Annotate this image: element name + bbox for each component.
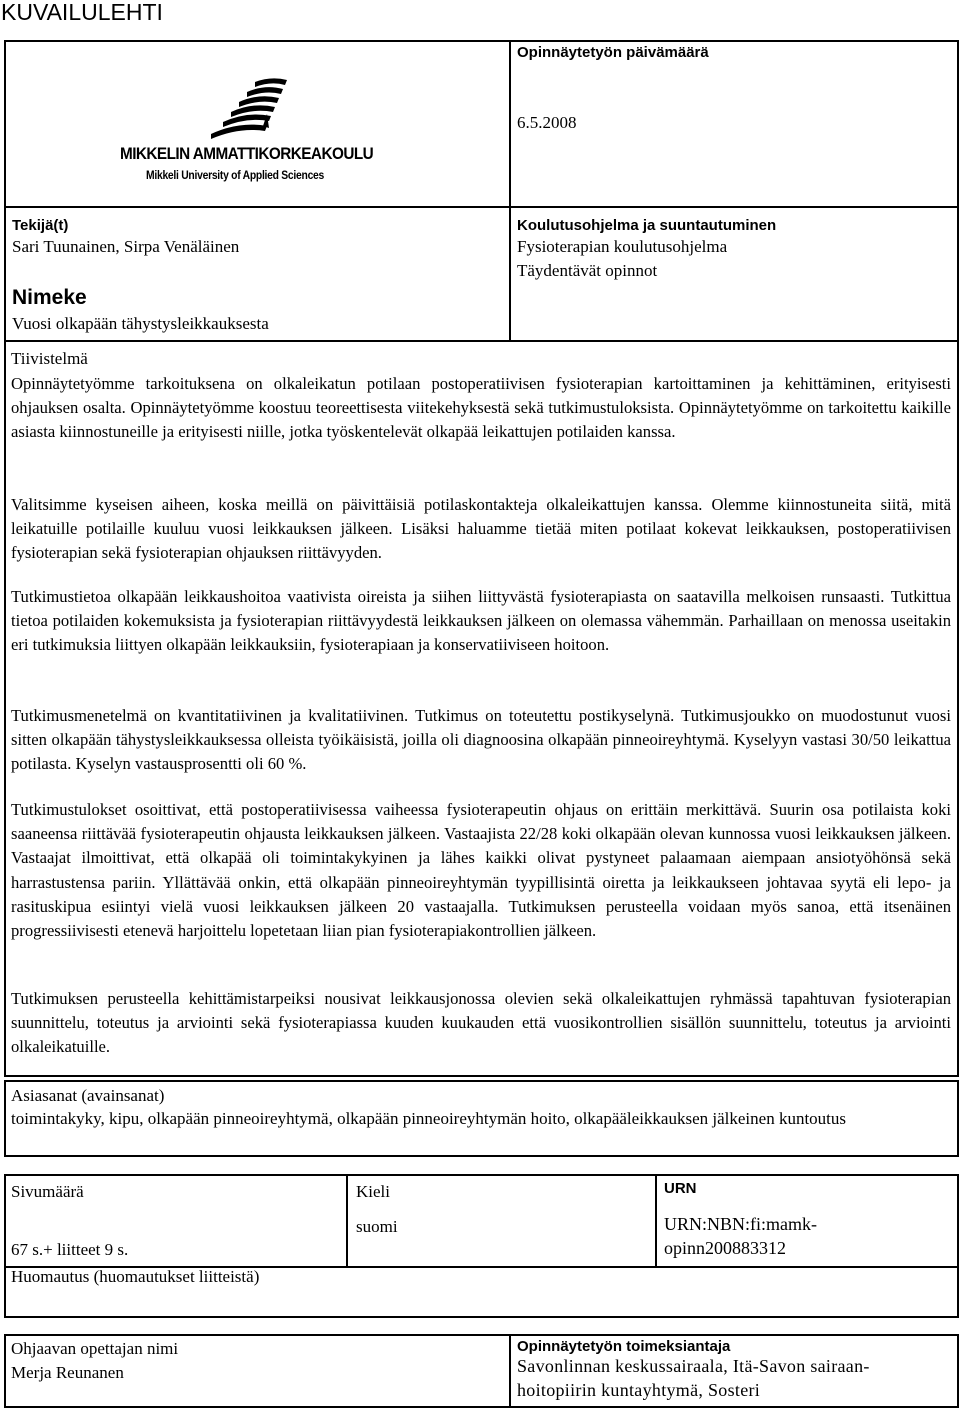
header-divider-vertical <box>509 40 511 341</box>
pages-value: 67 s.+ liitteet 9 s. <box>11 1240 129 1259</box>
title-value: Vuosi olkapään tähystysleikkauksesta <box>12 314 269 333</box>
abstract-paragraph-1: Opinnäytetyömme tarkoituksena on olkaleikatun potilaan postoperatiivisen fysioterapian kartoittaminen ja kehittäminen, erityisesti ohjauksen osalta. Opinnäytetyömme koostuu teoreettisesta viitekehyksestä sekä tutkimustuloksista. Opinnäytetyömme on tarkoitettu kaikille asiasta kiinnostuneille ja erityisesti niille, jotka työskentelevät olkapää leikattujen potilaiden kanssa. <box>11 374 951 442</box>
header-divider-bottom <box>4 340 959 342</box>
logo-subtitle: Mikkeli University of Applied Sciences <box>146 170 325 182</box>
language-label: Kieli <box>356 1182 390 1201</box>
details-divider-1 <box>346 1174 348 1267</box>
logo-name: MIKKELIN AMMATTIKORKEAKOULU <box>120 144 374 163</box>
keywords-label: Asiasanat (avainsanat) <box>11 1086 165 1105</box>
wave-stripes-logo-icon <box>203 76 303 144</box>
programme-line1: Fysioterapian koulutusohjelma <box>517 237 728 256</box>
remarks-label: Huomautus (huomautukset liitteistä) <box>11 1267 260 1286</box>
header-divider-top <box>4 206 959 208</box>
keywords-value: toimintakyky, kipu, olkapään pinneoireyhtymä, olkapään pinneoireyhtymän hoito, olkapääleikkauksen jälkeinen kuntoutus <box>11 1109 847 1128</box>
abstract-paragraph-2: Valitsimme kyseisen aiheen, koska meillä on päivittäisiä potilaskontakteja olkaleikattujen kanssa. Olemme kiinnostuneita siitä, mitä leikatuille potilaille kuuluu vuosi leikkauksen jälkeen. Lisäksi haluamme tietää miten potilaat kokevat leikkauksen, postoperatiivisen fysioterapian sekä fysioterapian ohjauksen riittävyyden. <box>11 495 951 563</box>
commissioner-label: Opinnäytetyön toimeksiantaja <box>517 1338 731 1355</box>
date-label: Opinnäytetyön päivämäärä <box>517 44 709 61</box>
details-divider-2 <box>655 1174 657 1267</box>
pages-label: Sivumäärä <box>11 1182 84 1201</box>
supervisor-label: Ohjaavan opettajan nimi <box>11 1339 179 1358</box>
language-value: suomi <box>356 1217 398 1236</box>
title-label: Nimeke <box>12 286 87 309</box>
supervisor-value: Merja Reunanen <box>11 1363 124 1382</box>
programme-line2: Täydentävät opinnot <box>517 261 658 280</box>
authors-label: Tekijä(t) <box>12 217 69 234</box>
urn-line2: opinn200883312 <box>664 1238 787 1258</box>
programme-label: Koulutusohjelma ja suuntautuminen <box>517 217 777 234</box>
abstract-label: Tiivistelmä <box>11 349 88 368</box>
abstract-paragraph-3: Tutkimustietoa olkapään leikkaushoitoa vaativista oireista ja siihen liittyvästä fysioterapiasta on saatavilla melkoisen runsaasti. Tutkittua tietoa potilaiden kokemuksista ja fysioterapian riittävyydestä leikkauksen jälkeen on olemassa vähemmän. Parhaillaan on menossa useitakin eri tutkimuksia liittyen olkapään leikkauksiin, fysioterapiaan ja konservatiiviseen hoitoon. <box>11 587 951 655</box>
logo <box>120 76 374 188</box>
date-value: 6.5.2008 <box>517 113 577 132</box>
supervisor-divider <box>509 1334 511 1408</box>
abstract-paragraph-4: Tutkimusmenetelmä on kvantitatiivinen ja kvalitatiivinen. Tutkimus on toteutettu postikyselynä. Tutkimusjoukko on muodostunut vuosi sitten olkapään tähystysleikkauksessa olleista työikäisistä, joilla oli diagnoosina olkapään pinneoireyhtymä. Kyselyyn vastasi 30/50 leikattua potilasta. Kyselyn vastausprosentti oli 60 %. <box>11 706 951 774</box>
authors-value: Sari Tuunainen, Sirpa Venäläinen <box>12 237 240 256</box>
commissioner-line1: Savonlinnan keskussairaala, Itä-Savon sairaan- <box>517 1356 870 1376</box>
abstract-paragraph-5: Tutkimustulokset osoittivat, että postoperatiivisessa vaiheessa fysioterapeutin ohjaus on erittäin merkittävä. Suurin osa potilaista koki saaneensa riittävää fysioterapeutin ohjausta leikkauksen jälkeen. Vastaajista 22/28 koki olkapään olevan kunnossa vuosi leikkauksen jälkeen. Vastaajat ilmoittivat, että olkapää oli toimintakykyinen ja lähes kaikki olivat pystyneet palaamaan aiempaan ansiotyöhönsä sekä harrastustensa pariin. Yllättävää onkin, että olkapään pinneoireyhtymän tyypillisintä oiretta ja leikkaukseen johtavaa syytä eli lepo- ja rasituskipua esiintyi vielä vuosi leikkauksen jälkeen 20 vastaajalla. Tutkimuksen perusteella voidaan myös sanoa, että itsenäinen progressiivisesti etenevä harjoittelu lopetetaan liian pian fysioterapiakontrollien jälkeen. <box>11 800 951 941</box>
page-title: KUVAILULEHTI <box>1 0 163 25</box>
commissioner-line2: hoitopiirin kuntayhtymä, Sosteri <box>517 1380 761 1400</box>
urn-line1: URN:NBN:fi:mamk- <box>664 1214 817 1234</box>
urn-label: URN <box>664 1180 697 1197</box>
abstract-paragraph-6: Tutkimuksen perusteella kehittämistarpeiksi nousivat leikkausjonossa olevien sekä olkaleikattujen ryhmässä tapahtuvan fysioterapian suunnittelu, toteutus ja arviointi sekä fysioterapiassa kuuden kuukauden että vuosikontrollien sisällön suunnittelu, toteutus ja arviointi olkaleikatuille. <box>11 989 951 1057</box>
details-box <box>4 1174 959 1318</box>
